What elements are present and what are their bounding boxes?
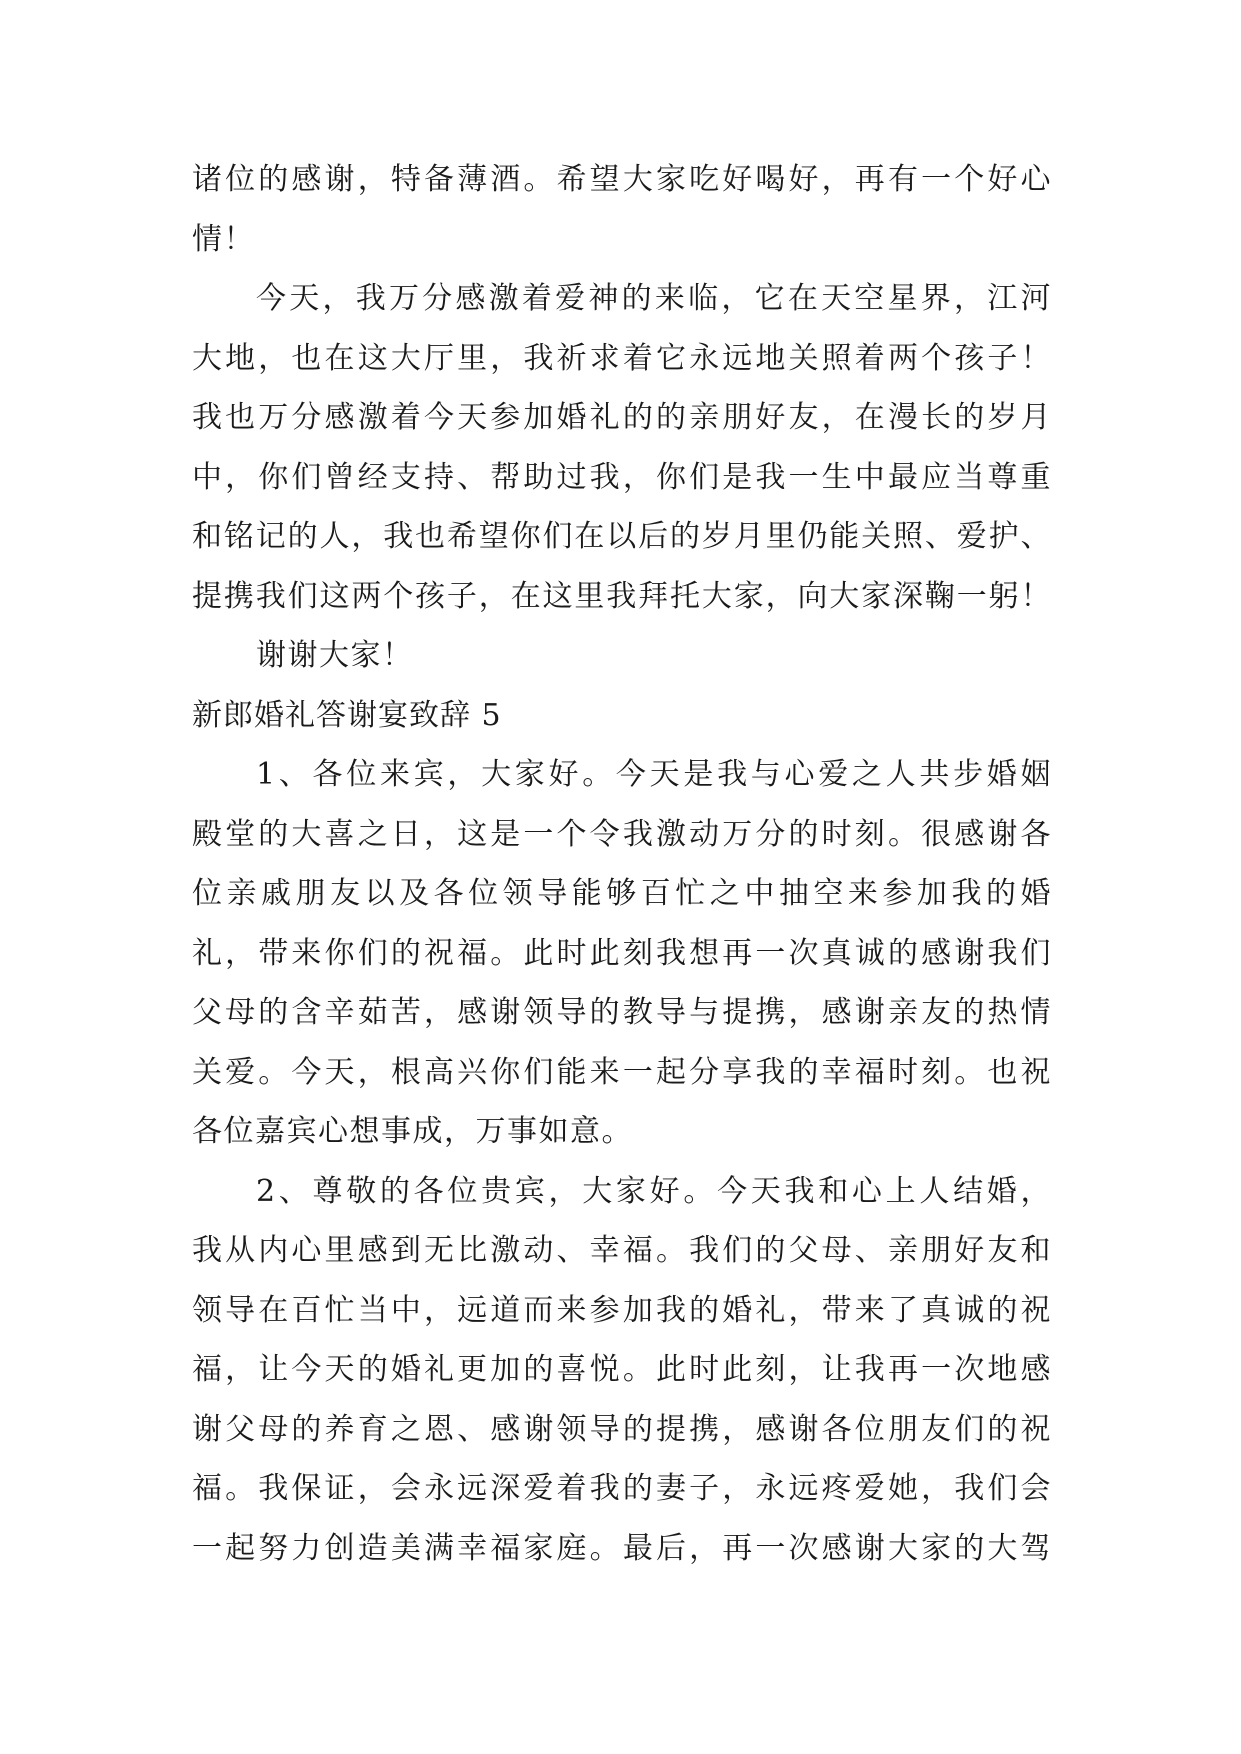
paragraph-line: 中，你们曾经支持、帮助过我，你们是我一生中最应当尊重	[192, 459, 1052, 495]
paragraph-line: 大地，也在这大厅里，我祈求着它永远地关照着两个孩子！	[192, 340, 1052, 376]
paragraph-line: 父母的含辛茹苦，感谢领导的教导与提携，感谢亲友的热情	[192, 995, 1052, 1030]
paragraph-line: 福，让今天的婚礼更加的喜悦。此时此刻，让我再一次地感	[192, 1352, 1052, 1387]
paragraph-line: 谢父母的养育之恩、感谢领导的提携，感谢各位朋友们的祝	[192, 1411, 1052, 1447]
paragraph-line: 领导在百忙当中，远道而来参加我的婚礼，带来了真诚的祝	[192, 1292, 1052, 1328]
paragraph-line: 我也万分感激着今天参加婚礼的的亲朋好友，在漫长的岁月	[192, 400, 1052, 435]
paragraph-line: 礼，带来你们的祝福。此时此刻我想再一次真诚的感谢我们	[192, 935, 1052, 971]
paragraph-line: 福。我保证，会永远深爱着我的妻子，永远疼爱她，我们会	[192, 1471, 1052, 1506]
paragraph-line: 2、尊敬的各位贵宾，大家好。今天我和心上人结婚，	[256, 1173, 1052, 1209]
section-heading: 新郎婚礼答谢宴致辞 5	[192, 697, 502, 733]
paragraph-line: 谢谢大家！	[256, 638, 414, 673]
document-body	[192, 150, 1052, 1578]
paragraph-line: 和铭记的人，我也希望你们在以后的岁月里仍能关照、爱护、	[192, 519, 1052, 554]
paragraph-line: 诸位的感谢，特备薄酒。希望大家吃好喝好，再有一个好心	[192, 162, 1052, 197]
paragraph-line: 一起努力创造美满幸福家庭。最后，再一次感谢大家的大驾	[192, 1530, 1052, 1566]
paragraph-line: 位亲戚朋友以及各位领导能够百忙之中抽空来参加我的婚	[192, 876, 1052, 911]
paragraph-line: 关爱。今天，根高兴你们能来一起分享我的幸福时刻。也祝	[192, 1054, 1052, 1090]
paragraph-line: 各位嘉宾心想事成，万事如意。	[192, 1114, 633, 1149]
paragraph-line: 情！	[192, 221, 255, 257]
paragraph-line: 提携我们这两个孩子，在这里我拜托大家，向大家深鞠一躬！	[192, 578, 1052, 614]
paragraph-line: 今天，我万分感激着爱神的来临，它在天空星界，江河	[256, 281, 1052, 316]
paragraph-line: 殿堂的大喜之日，这是一个令我激动万分的时刻。很感谢各	[192, 816, 1052, 852]
paragraph-line: 我从内心里感到无比激动、幸福。我们的父母、亲朋好友和	[192, 1233, 1052, 1268]
paragraph-line: 1、各位来宾，大家好。今天是我与心爱之人共步婚姻	[256, 757, 1052, 792]
